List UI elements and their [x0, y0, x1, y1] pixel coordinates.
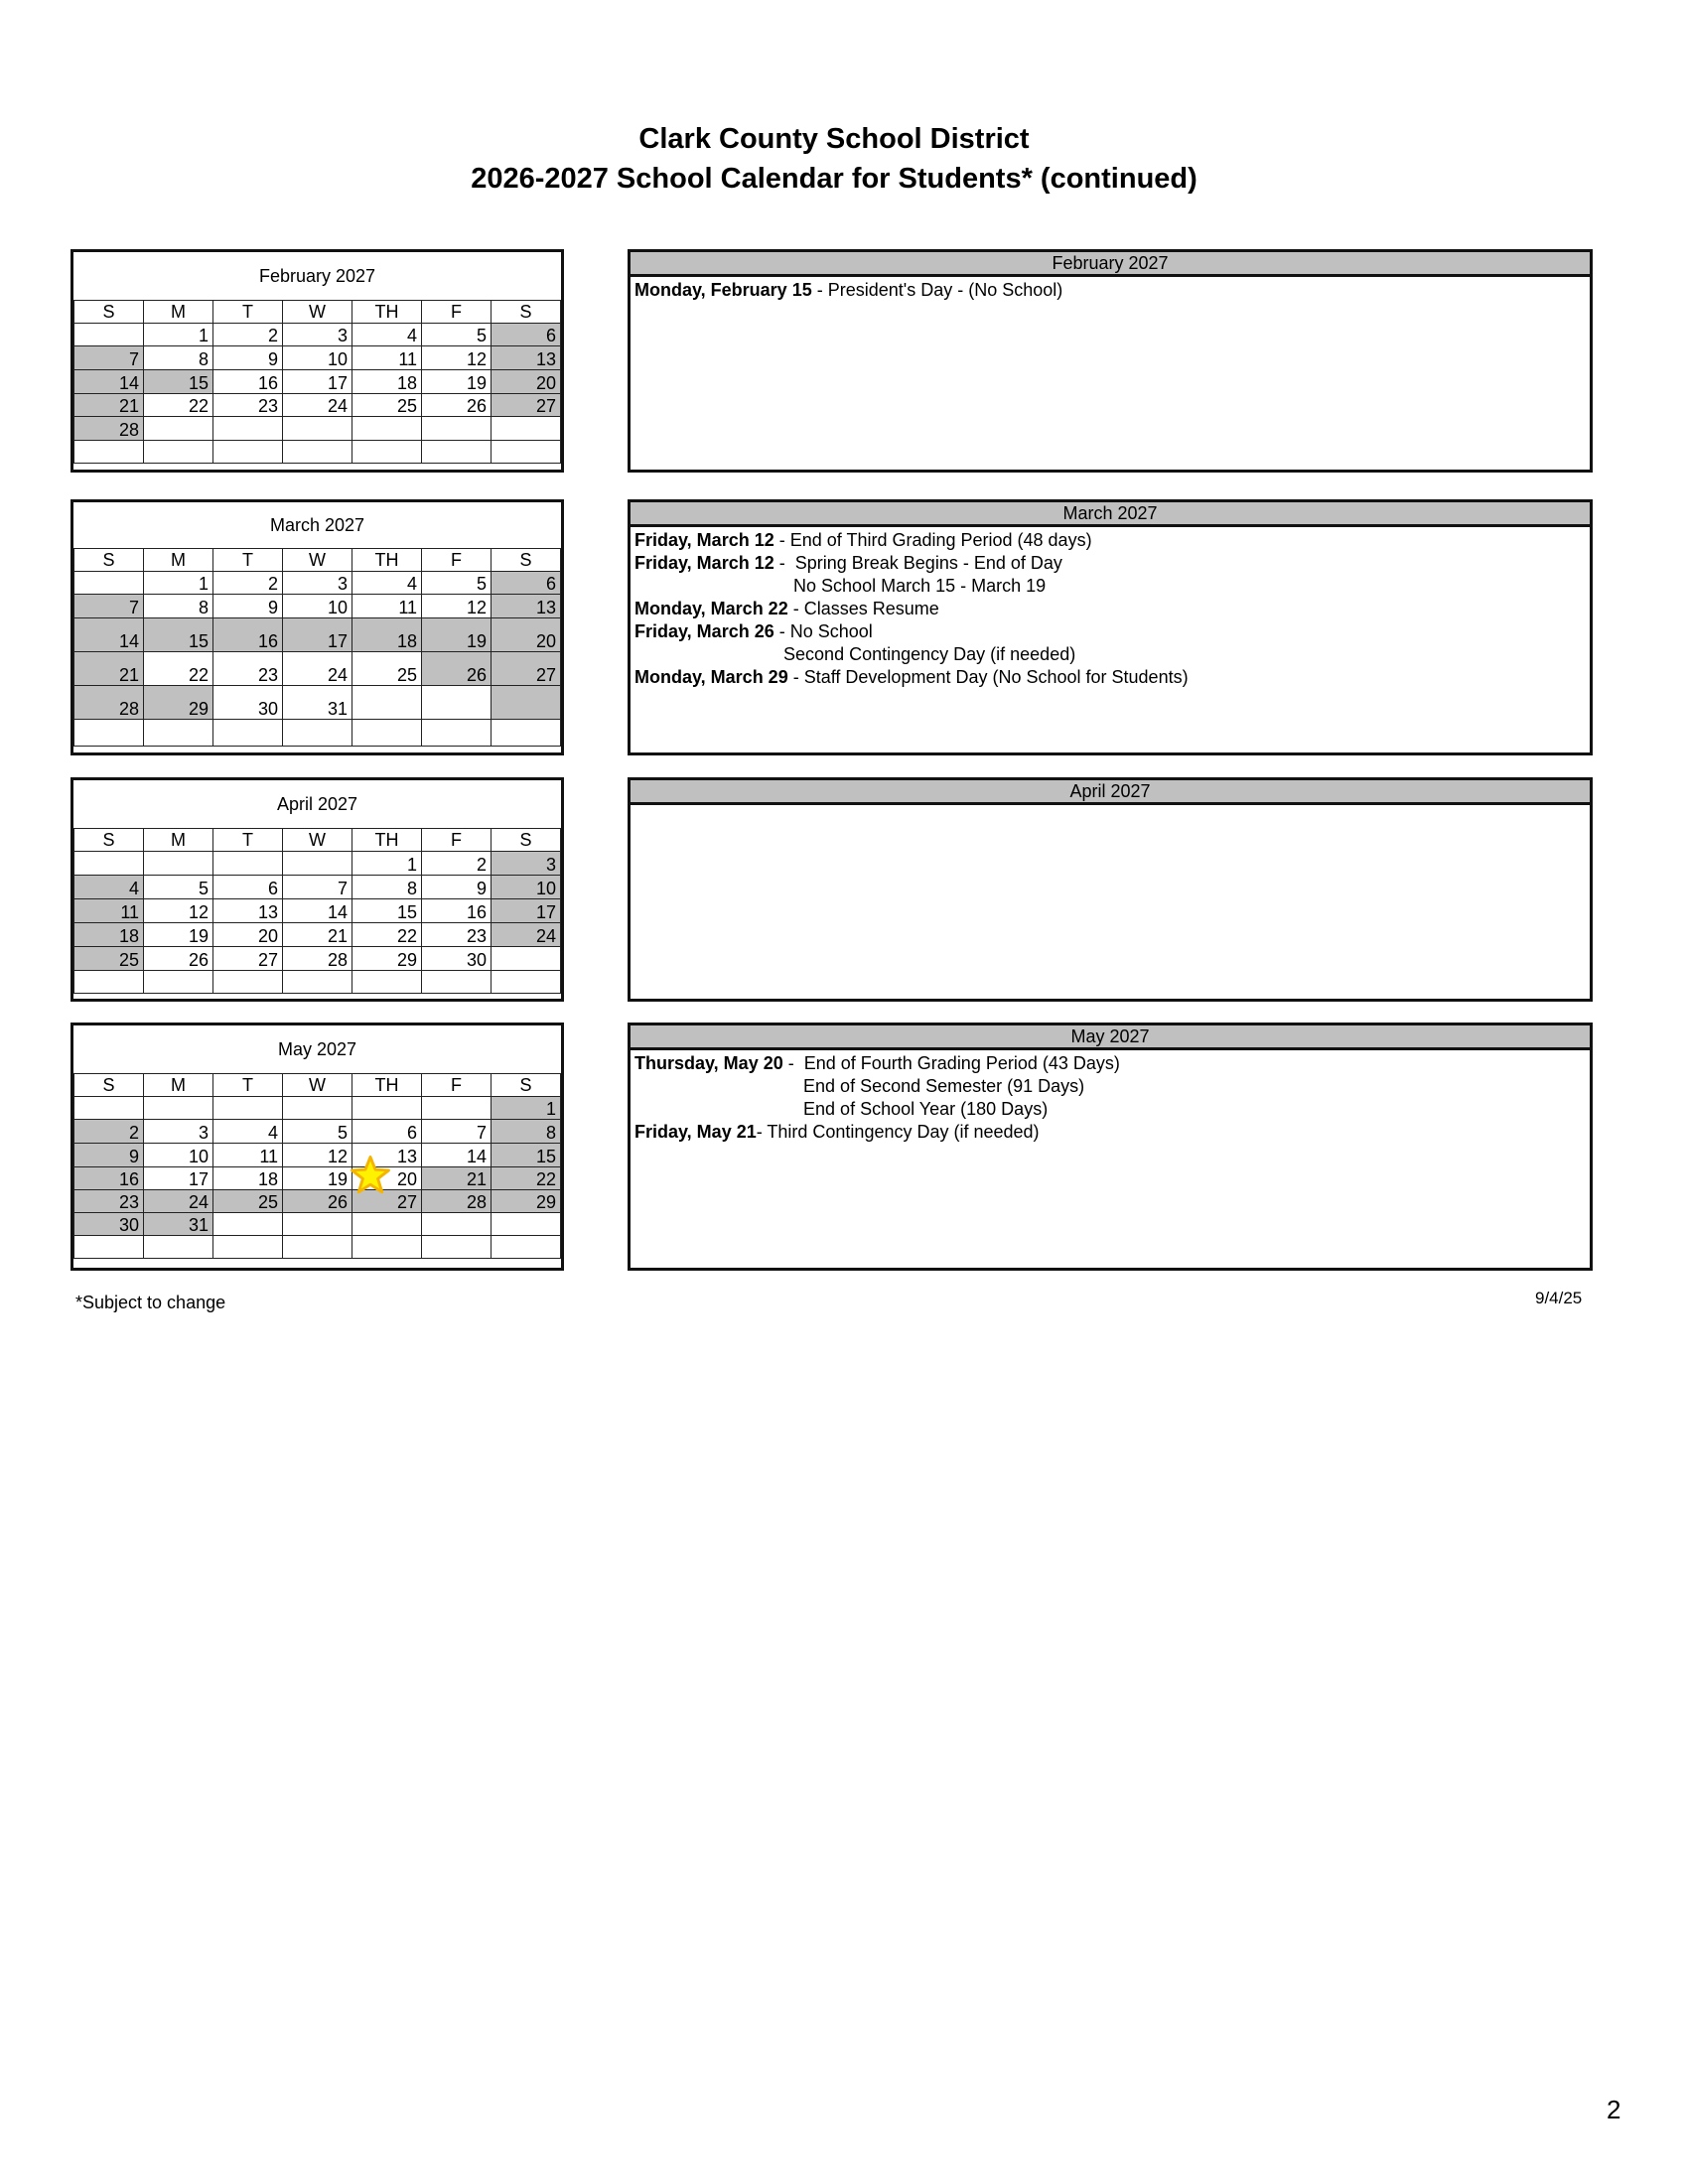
- calendar-day: 3: [283, 324, 352, 346]
- event-date: Monday, February 15: [634, 280, 812, 300]
- calendar-day: 18: [352, 370, 422, 394]
- calendar-empty-cell: [74, 971, 144, 994]
- calendar-day: 22: [352, 923, 422, 947]
- calendar-empty-cell: [352, 1097, 422, 1120]
- calendar-day: 21: [283, 923, 352, 947]
- weekday-header: W: [283, 549, 352, 572]
- calendar-day: 25: [213, 1190, 283, 1213]
- calendar-day: 14: [422, 1144, 492, 1167]
- calendar-month-title: February 2027: [74, 252, 561, 301]
- calendar-empty-cell: [213, 417, 283, 441]
- weekday-header: M: [144, 301, 213, 324]
- weekday-header: TH: [352, 829, 422, 852]
- event-description: No School March 15 - March 19: [634, 576, 1047, 596]
- calendar-day: 6: [352, 1120, 422, 1144]
- calendar-day: 30: [74, 1213, 144, 1236]
- calendar-day: 4: [352, 572, 422, 595]
- calendar-day: 9: [74, 1144, 144, 1167]
- calendar-empty-cell: [422, 417, 492, 441]
- calendar-day: 23: [74, 1190, 144, 1213]
- calendar-day: 9: [213, 346, 283, 370]
- calendar-empty-cell: [492, 720, 561, 747]
- weekday-header: M: [144, 549, 213, 572]
- calendar-empty-cell: [144, 441, 213, 464]
- weekday-header: S: [74, 829, 144, 852]
- calendar-empty-cell: [144, 720, 213, 747]
- calendar-empty-cell: [213, 1236, 283, 1259]
- events-panel-header: April 2027: [631, 780, 1590, 805]
- calendar-day: 20: [352, 1167, 422, 1190]
- calendar-empty-cell: [144, 1097, 213, 1120]
- calendar-day: 8: [352, 876, 422, 899]
- calendar-day: 11: [213, 1144, 283, 1167]
- calendar-day: 25: [352, 394, 422, 417]
- calendar-day: 4: [74, 876, 144, 899]
- calendar-title: 2026-2027 School Calendar for Students* (continued): [471, 163, 1197, 195]
- weekday-header: M: [144, 1074, 213, 1097]
- calendar-day: 27: [213, 947, 283, 971]
- calendar-day: 21: [74, 394, 144, 417]
- calendar-day: 31: [283, 686, 352, 720]
- page-number: 2: [1607, 2095, 1621, 2124]
- calendar-empty-cell: [422, 686, 492, 720]
- weekday-header: F: [422, 549, 492, 572]
- calendar-day: 29: [492, 1190, 561, 1213]
- calendar-day: 8: [492, 1120, 561, 1144]
- calendar-day: 28: [74, 417, 144, 441]
- weekday-header: S: [492, 549, 561, 572]
- calendar-empty-cell: [422, 1236, 492, 1259]
- event-item: [634, 279, 1586, 302]
- calendar-day: 20: [492, 618, 561, 652]
- calendar-day: 11: [352, 346, 422, 370]
- calendar-day: 4: [213, 1120, 283, 1144]
- calendar-day: 17: [283, 618, 352, 652]
- calendar-day: 19: [144, 923, 213, 947]
- calendar-empty-cell: [422, 1097, 492, 1120]
- calendar-day: 15: [352, 899, 422, 923]
- calendar-month-title: April 2027: [74, 780, 561, 829]
- calendar-empty-cell: [352, 441, 422, 464]
- calendar-day: 26: [422, 652, 492, 686]
- calendar-day: 13: [213, 899, 283, 923]
- calendar-empty-cell: [74, 1097, 144, 1120]
- calendar-empty-cell: [352, 1236, 422, 1259]
- calendar-day: 5: [422, 324, 492, 346]
- calendar-empty-cell: [213, 720, 283, 747]
- event-item: [634, 1075, 1586, 1098]
- calendar-day: 10: [492, 876, 561, 899]
- event-item: [634, 620, 1586, 643]
- calendar-day: 18: [213, 1167, 283, 1190]
- weekday-header: S: [74, 549, 144, 572]
- weekday-header: T: [213, 549, 283, 572]
- calendar-day: 28: [74, 686, 144, 720]
- calendar-empty-cell: [74, 1236, 144, 1259]
- event-description: End of School Year (180 Days): [634, 1099, 1049, 1119]
- calendar-day: 19: [422, 370, 492, 394]
- calendar-day: 23: [213, 652, 283, 686]
- district-name: Clark County School District: [638, 123, 1030, 155]
- event-description: - Classes Resume: [787, 599, 939, 618]
- calendar-day: 26: [144, 947, 213, 971]
- events-list: [631, 527, 1590, 691]
- calendar-empty-cell: [213, 1097, 283, 1120]
- calendar-empty-cell: [283, 720, 352, 747]
- calendar-day: 2: [422, 852, 492, 876]
- calendar-empty-cell: [213, 971, 283, 994]
- calendar-day: 28: [422, 1190, 492, 1213]
- calendar-empty-cell: [144, 417, 213, 441]
- calendar-day: 7: [422, 1120, 492, 1144]
- calendar-day: 14: [74, 618, 144, 652]
- calendar-empty-cell: [144, 852, 213, 876]
- events-list: [631, 1050, 1590, 1146]
- calendar-empty-cell: [74, 324, 144, 346]
- weekday-header: TH: [352, 1074, 422, 1097]
- event-item: [634, 598, 1586, 620]
- calendar-empty-cell: [422, 1213, 492, 1236]
- calendar-day: 13: [492, 595, 561, 618]
- calendar-day: 4: [352, 324, 422, 346]
- calendar-day: 10: [283, 346, 352, 370]
- calendar-day: 25: [74, 947, 144, 971]
- calendar-day: 24: [283, 652, 352, 686]
- calendar-day: 29: [144, 686, 213, 720]
- calendar-day: 14: [74, 370, 144, 394]
- weekday-header: TH: [352, 549, 422, 572]
- calendar-day: 7: [74, 346, 144, 370]
- calendar-day: 6: [492, 324, 561, 346]
- calendar-day: 3: [283, 572, 352, 595]
- calendar-day: 18: [352, 618, 422, 652]
- weekday-header: F: [422, 829, 492, 852]
- calendar-empty-cell: [352, 720, 422, 747]
- calendar-day: 29: [352, 947, 422, 971]
- calendar-day: 22: [492, 1167, 561, 1190]
- calendar-day: 24: [283, 394, 352, 417]
- calendar-empty-cell: [283, 441, 352, 464]
- calendar-day: 5: [283, 1120, 352, 1144]
- calendar-day: 22: [144, 652, 213, 686]
- calendar-day: 8: [144, 595, 213, 618]
- calendar-day: 5: [144, 876, 213, 899]
- calendar-day: 15: [144, 618, 213, 652]
- calendar-day: 26: [283, 1190, 352, 1213]
- calendar-day: 1: [144, 572, 213, 595]
- calendar-day: 6: [213, 876, 283, 899]
- calendar-day: 5: [422, 572, 492, 595]
- calendar-day: 8: [144, 346, 213, 370]
- calendar-day: 1: [352, 852, 422, 876]
- calendar-day: 19: [283, 1167, 352, 1190]
- calendar-empty-cell: [492, 1236, 561, 1259]
- weekday-header: F: [422, 301, 492, 324]
- weekday-header: T: [213, 829, 283, 852]
- event-date: Friday, March 12: [634, 530, 774, 550]
- calendar-empty-cell: [144, 971, 213, 994]
- event-description: - End of Fourth Grading Period (43 Days): [782, 1053, 1120, 1073]
- document-title: [0, 119, 1668, 199]
- event-description: - No School: [774, 621, 873, 641]
- calendar-empty-cell: [422, 720, 492, 747]
- calendar-day: 17: [283, 370, 352, 394]
- calendar-day: 6: [492, 572, 561, 595]
- calendar-day: 12: [422, 595, 492, 618]
- events-panel-april-2027: [628, 777, 1593, 1002]
- event-date: Friday, March 12: [634, 553, 774, 573]
- calendar-day: 28: [283, 947, 352, 971]
- events-panel-march-2027: [628, 499, 1593, 755]
- calendar-day: 15: [492, 1144, 561, 1167]
- calendar-empty-cell: [492, 441, 561, 464]
- calendar-empty-cell: [352, 971, 422, 994]
- event-item: [634, 643, 1586, 666]
- event-description: - End of Third Grading Period (48 days): [774, 530, 1092, 550]
- event-item: [634, 552, 1586, 575]
- weekday-header: T: [213, 1074, 283, 1097]
- calendar-day: 12: [144, 899, 213, 923]
- calendar-empty-cell: [144, 1236, 213, 1259]
- weekday-header: S: [74, 301, 144, 324]
- weekday-header: W: [283, 301, 352, 324]
- calendar-day: 17: [492, 899, 561, 923]
- calendar-empty-cell: [283, 971, 352, 994]
- calendar-day: 16: [422, 899, 492, 923]
- calendar-february-2027: [70, 249, 564, 473]
- event-description: - President's Day - (No School): [811, 280, 1063, 300]
- weekday-header: S: [492, 829, 561, 852]
- event-item: [634, 1052, 1586, 1075]
- events-panel-february-2027: [628, 249, 1593, 473]
- calendar-day: 13: [352, 1144, 422, 1167]
- event-item: [634, 529, 1586, 552]
- event-date: Friday, March 26: [634, 621, 774, 641]
- weekday-header: S: [492, 1074, 561, 1097]
- calendar-may-2027: [70, 1023, 564, 1271]
- calendar-empty-cell: [283, 417, 352, 441]
- weekday-header: T: [213, 301, 283, 324]
- weekday-header: S: [492, 301, 561, 324]
- calendar-empty-cell: [492, 417, 561, 441]
- events-panel-header: March 2027: [631, 502, 1590, 527]
- calendar-day: 30: [422, 947, 492, 971]
- calendar-day: 24: [144, 1190, 213, 1213]
- event-date: Monday, March 29: [634, 667, 788, 687]
- calendar-april-2027: [70, 777, 564, 1002]
- calendar-empty-cell: [422, 441, 492, 464]
- calendar-day: 26: [422, 394, 492, 417]
- calendar-day: 2: [213, 572, 283, 595]
- calendar-day: 21: [74, 652, 144, 686]
- calendar-day: 15: [144, 370, 213, 394]
- calendar-empty-cell: [74, 572, 144, 595]
- events-panel-may-2027: [628, 1023, 1593, 1271]
- event-item: [634, 1098, 1586, 1121]
- calendar-day: 14: [283, 899, 352, 923]
- calendar-empty-cell: [492, 686, 561, 720]
- calendar-day: 24: [492, 923, 561, 947]
- calendar-day: 27: [492, 394, 561, 417]
- event-item: [634, 575, 1586, 598]
- calendar-day: 16: [74, 1167, 144, 1190]
- calendar-empty-cell: [283, 1236, 352, 1259]
- calendar-day: 12: [283, 1144, 352, 1167]
- calendar-month-title: May 2027: [74, 1025, 561, 1074]
- calendar-day: 18: [74, 923, 144, 947]
- weekday-header: S: [74, 1074, 144, 1097]
- calendar-day: 10: [144, 1144, 213, 1167]
- calendar-empty-cell: [74, 852, 144, 876]
- calendar-day: 20: [492, 370, 561, 394]
- calendar-day: 3: [492, 852, 561, 876]
- calendar-day: 30: [213, 686, 283, 720]
- calendar-day: 1: [492, 1097, 561, 1120]
- calendar-day: 25: [352, 652, 422, 686]
- event-description: End of Second Semester (91 Days): [634, 1076, 1085, 1096]
- calendar-day: 2: [74, 1120, 144, 1144]
- calendar-day: 12: [422, 346, 492, 370]
- calendar-empty-cell: [74, 720, 144, 747]
- weekday-header: F: [422, 1074, 492, 1097]
- calendar-day: 13: [492, 346, 561, 370]
- revision-date: 9/4/25: [1535, 1289, 1583, 1307]
- events-panel-header: May 2027: [631, 1025, 1590, 1050]
- calendar-day: 3: [144, 1120, 213, 1144]
- calendar-empty-cell: [492, 971, 561, 994]
- calendar-month-title: March 2027: [74, 502, 561, 549]
- weekday-header: W: [283, 829, 352, 852]
- calendar-empty-cell: [213, 852, 283, 876]
- calendar-empty-cell: [213, 441, 283, 464]
- calendar-empty-cell: [492, 947, 561, 971]
- calendar-empty-cell: [422, 971, 492, 994]
- weekday-header: TH: [352, 301, 422, 324]
- event-description: - Staff Development Day (No School for Students): [787, 667, 1189, 687]
- weekday-header: M: [144, 829, 213, 852]
- calendar-day: 23: [422, 923, 492, 947]
- calendar-empty-cell: [283, 1097, 352, 1120]
- calendar-day: 11: [352, 595, 422, 618]
- calendar-empty-cell: [74, 441, 144, 464]
- event-date: Thursday, May 20: [634, 1053, 783, 1073]
- weekday-header: W: [283, 1074, 352, 1097]
- calendar-empty-cell: [213, 1213, 283, 1236]
- calendar-day: 27: [352, 1190, 422, 1213]
- event-item: [634, 1121, 1586, 1144]
- events-panel-header: February 2027: [631, 252, 1590, 277]
- event-description: - Third Contingency Day (if needed): [756, 1122, 1040, 1142]
- event-description: - Spring Break Begins - End of Day: [774, 553, 1062, 573]
- event-description: Second Contingency Day (if needed): [634, 644, 1076, 664]
- events-list: [631, 805, 1590, 809]
- calendar-day: 20: [213, 923, 283, 947]
- calendar-day: 9: [213, 595, 283, 618]
- calendar-empty-cell: [352, 1213, 422, 1236]
- star-icon: [350, 1155, 391, 1196]
- event-date: Monday, March 22: [634, 599, 788, 618]
- calendar-day: 10: [283, 595, 352, 618]
- calendar-empty-cell: [352, 686, 422, 720]
- calendar-day: 7: [74, 595, 144, 618]
- calendar-day: 22: [144, 394, 213, 417]
- calendar-empty-cell: [492, 1213, 561, 1236]
- calendar-day: 17: [144, 1167, 213, 1190]
- calendar-day: 9: [422, 876, 492, 899]
- calendar-empty-cell: [283, 1213, 352, 1236]
- event-date: Friday, May 21: [634, 1122, 757, 1142]
- event-item: [634, 666, 1586, 689]
- calendar-empty-cell: [352, 417, 422, 441]
- calendar-day: 23: [213, 394, 283, 417]
- calendar-day: 19: [422, 618, 492, 652]
- calendar-day: 27: [492, 652, 561, 686]
- calendar-day: 16: [213, 370, 283, 394]
- calendar-empty-cell: [283, 852, 352, 876]
- calendar-day: 1: [144, 324, 213, 346]
- subject-to-change-note: *Subject to change: [75, 1293, 226, 1312]
- events-list: [631, 277, 1590, 304]
- calendar-day: 16: [213, 618, 283, 652]
- calendar-day: 21: [422, 1167, 492, 1190]
- calendar-day: 7: [283, 876, 352, 899]
- calendar-march-2027: [70, 499, 564, 755]
- calendar-day: 11: [74, 899, 144, 923]
- calendar-day: 31: [144, 1213, 213, 1236]
- calendar-day: 2: [213, 324, 283, 346]
